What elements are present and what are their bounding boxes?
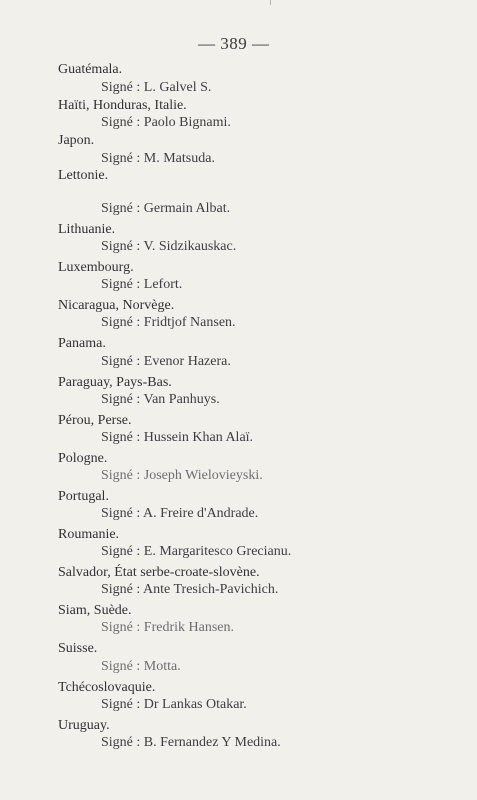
country-paraguay-pays-bas: Paraguay, Pays-Bas.	[58, 375, 172, 390]
signature-perou-perse: Signé : Hussein Khan Alaï.	[101, 430, 254, 445]
signature-suisse: Signé : Motta.	[101, 659, 181, 674]
page-number: — 389 —	[198, 34, 270, 53]
signature-luxembourg: Signé : Lefort.	[101, 277, 183, 292]
country-haiti-honduras-italie: Haïti, Honduras, Italie.	[58, 98, 187, 113]
country-siam-suede: Siam, Suède.	[58, 603, 132, 618]
country-perou-perse: Pérou, Perse.	[58, 413, 132, 428]
signature-portugal: Signé : A. Freire d'Andrade.	[101, 506, 259, 521]
signature-nicaragua-norvege: Signé : Fridtjof Nansen.	[101, 315, 236, 330]
signature-tchecoslovaquie: Signé : Dr Lankas Otakar.	[101, 697, 247, 712]
country-panama: Panama.	[58, 336, 106, 351]
country-lithuanie: Lithuanie.	[58, 222, 116, 237]
country-salvador-etat-serbe-croate-slovene: Salvador, État serbe-croate-slovène.	[58, 565, 260, 580]
signature-siam-suede: Signé : Fredrik Hansen.	[101, 620, 234, 635]
signature-panama: Signé : Evenor Hazera.	[101, 354, 231, 369]
country-suisse: Suisse.	[58, 641, 98, 656]
signatory-list	[58, 61, 458, 751]
signature-lettonie: Signé : Germain Albat.	[101, 201, 231, 216]
signature-uruguay: Signé : B. Fernandez Y Medina.	[101, 735, 281, 750]
edge-mark	[270, 0, 271, 5]
country-roumanie: Roumanie.	[58, 527, 120, 542]
country-uruguay: Uruguay.	[58, 718, 110, 733]
signature-pologne: Signé : Joseph Wielovieyski.	[101, 468, 263, 483]
signature-paraguay-pays-bas: Signé : Van Panhuys.	[101, 392, 220, 407]
signature-japon: Signé : M. Matsuda.	[101, 151, 215, 166]
country-japon: Japon.	[58, 133, 95, 148]
country-portugal: Portugal.	[58, 489, 109, 504]
country-luxembourg: Luxembourg.	[58, 260, 134, 275]
country-nicaragua-norvege: Nicaragua, Norvège.	[58, 298, 175, 313]
signature-roumanie: Signé : E. Margaritesco Grecianu.	[101, 544, 292, 559]
signature-haiti-honduras-italie: Signé : Paolo Bignami.	[101, 115, 231, 130]
signature-salvador-etat-serbe-croate-slovene: Signé : Ante Tresich-Pavichich.	[101, 582, 279, 597]
country-tchecoslovaquie: Tchécoslovaquie.	[58, 680, 156, 695]
signature-lithuanie: Signé : V. Sidzikauskac.	[101, 239, 237, 254]
country-guatemala: Guatémala.	[58, 62, 123, 77]
country-pologne: Pologne.	[58, 451, 108, 466]
country-lettonie: Lettonie.	[58, 168, 109, 183]
signature-guatemala: Signé : L. Galvel S.	[101, 80, 212, 95]
